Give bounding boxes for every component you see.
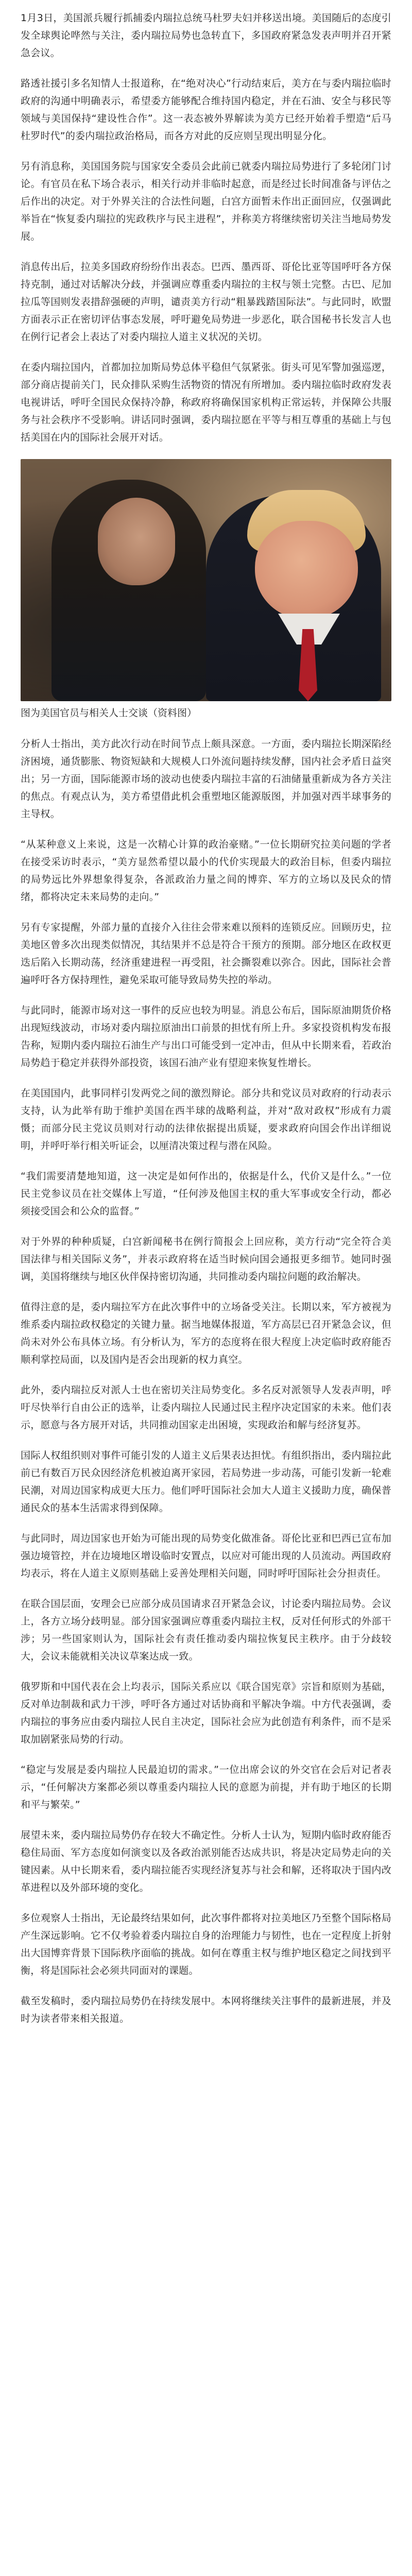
article-paragraph: 俄罗斯和中国代表在会上均表示，国际关系应以《联合国宪章》宗旨和原则为基础，反对单边制裁和武力干涉，呼吁各方通过对话协商和平解决争端。中方代表强调，委内瑞拉的事务应由委内瑞拉人民自主决定，国际社会应为此创造有利条件，而不是采取加剧紧张局势的行动。 <box>21 1681 391 1745</box>
figure-caption: 图为美国官员与相关人士交谈（资料图） <box>21 707 197 719</box>
article-paragraph: 与此同时，周边国家也开始为可能出现的局势变化做准备。哥伦比亚和巴西已宣布加强边境管控，并在边境地区增设临时安置点，以应对可能出现的人员流动。两国政府均表示，将在人道主义原则基础上妥善处理相关问题，同时呼吁国际社会分担责任。 <box>21 1533 391 1579</box>
article-paragraph: 多位观察人士指出，无论最终结果如何，此次事件都将对拉美地区乃至整个国际格局产生深远影响。它不仅考验着委内瑞拉自身的治理能力与韧性，也在一定程度上折射出大国博弈背景下国际秩序面临的挑战。如何在尊重主权与维护地区稳定之间找到平衡，将是国际社会必须共同面对的课题。 <box>21 1912 391 1976</box>
article-paragraph: “从某种意义上来说，这是一次精心计算的政治豪赌。”一位长期研究拉美问题的学者在接受采访时表示，“美方显然希望以最小的代价实现最大的政治目标，但委内瑞拉的局势远比外界想象得复杂，各派政治力量之间的博弈、军方的立场以及民众的情绪，都将决定未来局势的走向。” <box>21 839 391 903</box>
article-paragraph: 在委内瑞拉国内，首都加拉加斯局势总体平稳但气氛紧张。街头可见军警加强巡逻，部分商店提前关门，民众排队采购生活物资的情况有所增加。委内瑞拉临时政府发表电视讲话，呼吁全国民众保持冷静，称政府将确保国家机构正常运转，并保障公共服务与社会秩序不受影响。讲话同时强调，委内瑞拉愿在平等与相互尊重的基础上与包括美国在内的国际社会展开对话。 <box>21 362 391 443</box>
article-paragraph: 在联合国层面，安理会已应部分成员国请求召开紧急会议，讨论委内瑞拉局势。会议上，各方立场分歧明显。部分国家强调应尊重委内瑞拉主权，反对任何形式的外部干涉；另一些国家则认为，国际社会有责任推动委内瑞拉恢复民主秩序。由于分歧较大，会议未能就相关决议草案达成一致。 <box>21 1598 391 1662</box>
news-photo <box>21 459 391 701</box>
article-paragraph: 另有消息称，美国国务院与国家安全委员会此前已就委内瑞拉局势进行了多轮闭门讨论。有官员在私下场合表示，相关行动并非临时起意，而是经过长时间准备与评估之后作出的决定。对于外界关注的合法性问题，白宫方面暂未作出正面回应，仅强调此举旨在“恢复委内瑞拉的宪政秩序与民主进程”，并称美方将继续密切关注当地局势发展。 <box>21 161 391 242</box>
article-paragraph: “稳定与发展是委内瑞拉人民最迫切的需求。”一位出席会议的外交官在会后对记者表示，“任何解决方案都必须以尊重委内瑞拉人民的意愿为前提，并有助于地区的长期和平与繁荣。” <box>21 1764 391 1810</box>
article-figure <box>21 459 391 722</box>
article-paragraph: 国际人权组织则对事件可能引发的人道主义后果表达担忧。有组织指出，委内瑞拉此前已有数百万民众因经济危机被迫离开家园，若局势进一步动荡，可能引发新一轮难民潮，对周边国家构成更大压力。他们呼吁国际社会加大人道主义援助力度，确保普通民众的基本生活需求得到保障。 <box>21 1450 391 1514</box>
article-paragraph: 另有专家提醒，外部力量的直接介入往往会带来难以预料的连锁反应。回顾历史，拉美地区曾多次出现类似情况，其结果并不总是符合干预方的预期。部分地区在政权更迭后陷入长期动荡，经济重建进程一再受阻，社会撕裂难以弥合。因此，国际社会普遍呼吁各方保持理性，避免采取可能导致局势失控的举动。 <box>21 922 391 986</box>
article-paragraph: 分析人士指出，美方此次行动在时间节点上颇具深意。一方面，委内瑞拉长期深陷经济困境，通货膨胀、物资短缺和大规模人口外流问题持续发酵，国内社会矛盾日益突出；另一方面，国际能源市场的波动也使委内瑞拉丰富的石油储量重新成为各方关注的焦点。有观点认为，美方希望借此机会重塑地区能源版图，并加强对西半球事务的主导权。 <box>21 738 391 820</box>
article-paragraph: 1月3日，美国派兵履行抓捕委内瑞拉总统马杜罗夫妇并移送出境。美国随后的态度引发全球舆论哗然与关注，委内瑞拉局势也急转直下，多国政府紧急发表声明并召开紧急会议。 <box>21 12 391 59</box>
article-paragraph: 路透社援引多名知情人士报道称，在“绝对决心”行动结束后，美方在与委内瑞拉临时政府的沟通中明确表示，希望委方能够配合维持国内稳定，并在石油、安全与移民等领域与美国保持“建设性合作”。这一表态被外界解读为美方已经开始着手塑造“后马杜罗时代”的委内瑞拉政治格局，而各方对此的反应则呈现出明显分化。 <box>21 78 391 142</box>
article-paragraph: 截至发稿时，委内瑞拉局势仍在持续发展中。本网将继续关注事件的最新进展，并及时为读者带来相关报道。 <box>21 1995 391 2024</box>
article-paragraph: 值得注意的是，委内瑞拉军方在此次事件中的立场备受关注。长期以来，军方被视为维系委内瑞拉政权稳定的关键力量。据当地媒体报道，军方高层已召开紧急会议，但尚未对外公布具体立场。有分析认为，军方的态度将在很大程度上决定临时政府能否顺利掌控局面，以及国内是否会出现新的权力真空。 <box>21 1301 391 1365</box>
article-body <box>21 9 391 2576</box>
article-paragraph: 展望未来，委内瑞拉局势仍存在较大不确定性。分析人士认为，短期内临时政府能否稳住局面、军方态度如何演变以及各政治派别能否达成共识，将是决定局势走向的关键因素。从中长期来看，委内瑞拉能否实现经济复苏与社会和解，还将取决于国内改革进程以及外部环境的变化。 <box>21 1829 391 1893</box>
article-paragraph: 此外，委内瑞拉反对派人士也在密切关注局势变化。多名反对派领导人发表声明，呼吁尽快举行自由公正的选举，让委内瑞拉人民通过民主程序决定国家的未来。他们表示，愿意与各方展开对话，共同推动国家走出困境，实现政治和解与经济复苏。 <box>21 1384 391 1431</box>
article-paragraph: “我们需要清楚地知道，这一决定是如何作出的，依据是什么，代价又是什么。”一位民主党参议员在社交媒体上写道，“任何涉及他国主权的重大军事或安全行动，都必须接受国会和公众的监督。” <box>21 1171 391 1217</box>
article-paragraph: 在美国国内，此事同样引发两党之间的激烈辩论。部分共和党议员对政府的行动表示支持，认为此举有助于维护美国在西半球的战略利益，并对“敌对政权”形成有力震慑；而部分民主党议员则对行动的法律依据提出质疑，要求政府向国会作出详细说明，并呼吁举行相关听证会，以厘清决策过程与潜在风险。 <box>21 1088 391 1151</box>
photo-person-right-face <box>255 521 358 619</box>
article-paragraph: 消息传出后，拉美多国政府纷纷作出表态。巴西、墨西哥、哥伦比亚等国呼吁各方保持克制，通过对话解决分歧，并强调应尊重委内瑞拉的主权与领土完整。古巴、尼加拉瓜等国则发表措辞强硬的声明，谴责美方行动“粗暴践踏国际法”。与此同时，欧盟方面表示正在密切评估事态发展，呼吁避免局势进一步恶化，联合国秘书长发言人也在例行记者会上表达了对委内瑞拉人道主义状况的关切。 <box>21 261 391 343</box>
article-paragraph: 与此同时，能源市场对这一事件的反应也较为明显。消息公布后，国际原油期货价格出现短线波动，市场对委内瑞拉原油出口前景的担忧有所上升。多家投资机构发布报告称，短期内委内瑞拉石油生产与出口可能受到一定冲击，但从中长期来看，若政治局势趋于稳定并获得外部投资，该国石油产业有望迎来恢复性增长。 <box>21 1005 391 1069</box>
photo-person-left-face <box>98 498 175 585</box>
article-paragraph: 对于外界的种种质疑，白宫新闻秘书在例行简报会上回应称，美方行动“完全符合美国法律与相关国际义务”，并表示政府将在适当时候向国会通报更多细节。她同时强调，美国将继续与地区伙伴保持密切沟通，共同推动委内瑞拉问题的政治解决。 <box>21 1236 391 1282</box>
